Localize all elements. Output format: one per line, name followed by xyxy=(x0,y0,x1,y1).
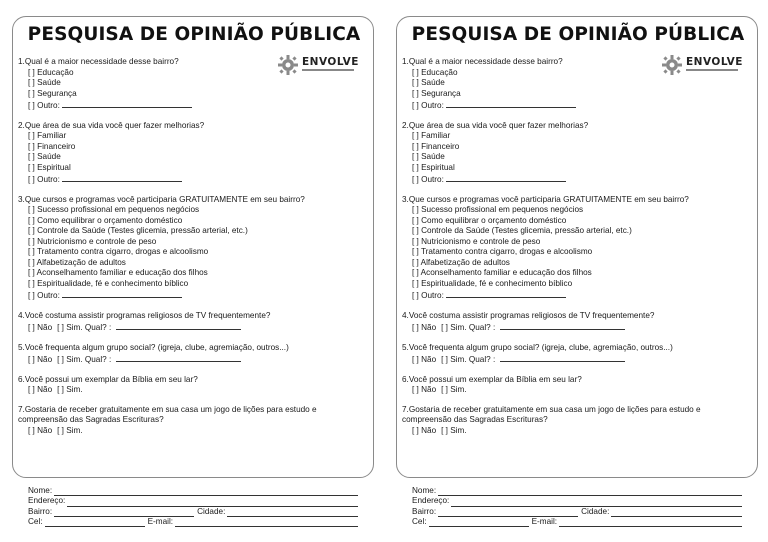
question-text: 7.Gostaria de receber gratuitamente em sua casa um jogo de lições para estudo e compreensão das Sagradas Escrituras? xyxy=(402,404,701,424)
option-other[interactable] xyxy=(18,173,358,186)
answer-row xyxy=(402,385,742,396)
option-checkbox[interactable]: [ ] Segurança xyxy=(412,88,461,98)
option-checkbox[interactable]: [ ] Nutricionismo e controle de peso xyxy=(412,236,541,246)
question-text: 3.Que cursos e programas você participaria GRATUITAMENTE em seu bairro? xyxy=(18,194,305,204)
option-checkbox[interactable]: [ ] Espiritualidade, fé e conhecimento bíblico xyxy=(28,278,189,288)
logo-text: ENVOLVE xyxy=(686,56,743,68)
survey-questions xyxy=(402,57,742,436)
option-checkbox[interactable]: [ ] Aconselhamento familiar e educação dos filhos xyxy=(412,268,592,277)
fill-in-line[interactable] xyxy=(54,487,358,496)
district-line[interactable] xyxy=(438,508,578,517)
option-no[interactable]: [ ] Não xyxy=(28,385,53,394)
name-label: Nome: xyxy=(412,486,437,495)
option-checkbox[interactable]: [ ] Sucesso profissional em pequenos negócios xyxy=(28,205,200,214)
city-label: Cidade: xyxy=(197,506,226,516)
option-other-label: [ ] Outro: xyxy=(412,101,444,110)
survey-sheet-left xyxy=(8,0,380,542)
fill-in-line[interactable] xyxy=(116,321,241,330)
option-other[interactable] xyxy=(402,289,742,302)
option-other[interactable] xyxy=(402,99,742,112)
address-field[interactable] xyxy=(412,496,742,506)
question-4 xyxy=(402,311,742,334)
survey-title: PESQUISA DE OPINIÃO PÚBLICA xyxy=(27,24,361,45)
answer-row xyxy=(18,385,358,396)
fill-in-line[interactable] xyxy=(62,99,192,108)
question-6 xyxy=(402,375,742,396)
answer-row xyxy=(402,321,742,334)
survey-questions xyxy=(18,57,358,436)
fill-in-line[interactable] xyxy=(446,173,566,182)
fill-in-line[interactable] xyxy=(500,321,625,330)
address-label: Endereço: xyxy=(412,496,450,506)
option-other-label: [ ] Outro: xyxy=(412,291,444,300)
cell-label: Cel: xyxy=(412,516,427,526)
fill-in-line[interactable] xyxy=(451,498,742,507)
district-label: Bairro: xyxy=(412,506,437,516)
question-6 xyxy=(18,375,358,396)
cell-line[interactable] xyxy=(45,518,145,527)
question-5 xyxy=(18,343,358,366)
option-checkbox[interactable]: [ ] Saúde xyxy=(28,152,61,161)
city-line[interactable] xyxy=(227,508,358,517)
option-yes[interactable]: [ ] Sim. xyxy=(441,425,467,435)
option-checkbox[interactable]: [ ] Educação xyxy=(412,67,458,77)
question-2 xyxy=(402,121,742,186)
question-7 xyxy=(402,405,742,437)
question-text: 1.Qual é a maior necessidade desse bairro? xyxy=(402,57,563,66)
option-checkbox[interactable]: [ ] Segurança xyxy=(28,88,77,98)
question-3 xyxy=(18,195,358,302)
option-yes[interactable]: [ ] Sim. Qual? : xyxy=(441,355,496,364)
option-no[interactable]: [ ] Não xyxy=(28,425,53,435)
question-7 xyxy=(18,405,358,437)
fill-in-line[interactable] xyxy=(62,289,182,298)
question-text: 2.Que área de sua vida você quer fazer melhorias? xyxy=(402,120,589,130)
option-no[interactable]: [ ] Não xyxy=(412,425,437,435)
option-no[interactable]: [ ] Não xyxy=(28,355,53,364)
option-checkbox[interactable]: [ ] Familiar xyxy=(412,131,451,140)
option-checkbox[interactable]: [ ] Espiritualidade, fé e conhecimento bíblico xyxy=(412,278,573,288)
option-checkbox[interactable]: [ ] Controle da Saúde (Testes glicemia, pressão arterial, etc.) xyxy=(412,226,632,235)
cell-line[interactable] xyxy=(429,518,529,527)
district-city-row xyxy=(412,507,742,517)
answer-row xyxy=(18,426,358,437)
fill-in-line[interactable] xyxy=(446,289,566,298)
fill-in-line[interactable] xyxy=(116,353,241,362)
answer-row xyxy=(402,426,742,437)
question-text: 7.Gostaria de receber gratuitamente em sua casa um jogo de lições para estudo e compreensão das Sagradas Escrituras? xyxy=(18,404,317,424)
name-field[interactable] xyxy=(28,486,358,496)
question-text: 2.Que área de sua vida você quer fazer melhorias? xyxy=(18,120,205,130)
option-checkbox[interactable]: [ ] Nutricionismo e controle de peso xyxy=(28,236,157,246)
option-checkbox[interactable]: [ ] Tratamento contra cigarro, drogas e alcoolismo xyxy=(28,247,209,256)
question-text: 6.Você possui um exemplar da Bíblia em seu lar? xyxy=(18,374,198,384)
answer-row xyxy=(18,353,358,366)
question-text: 4.Você costuma assistir programas religiosos de TV frequentemente? xyxy=(402,310,655,320)
email-label: E-mail: xyxy=(531,516,558,526)
option-other[interactable] xyxy=(18,289,358,302)
cell-email-row xyxy=(412,517,742,527)
question-text: 3.Que cursos e programas você participaria GRATUITAMENTE em seu bairro? xyxy=(402,194,689,204)
address-field[interactable] xyxy=(28,496,358,506)
option-yes[interactable]: [ ] Sim. xyxy=(441,385,467,394)
option-other-label: [ ] Outro: xyxy=(28,291,60,300)
logo-text: ENVOLVE xyxy=(302,56,359,68)
email-line[interactable] xyxy=(559,518,742,527)
address-label: Endereço: xyxy=(28,496,66,506)
fill-in-line[interactable] xyxy=(500,353,625,362)
question-text: 5.Você frequenta algum grupo social? (igreja, clube, agremiação, outros...) xyxy=(18,342,289,352)
contact-fields xyxy=(412,486,742,527)
city-line[interactable] xyxy=(611,508,742,517)
fill-in-line[interactable] xyxy=(67,498,358,507)
district-city-row xyxy=(28,507,358,517)
city-label: Cidade: xyxy=(581,506,610,516)
option-checkbox[interactable]: [ ] Saúde xyxy=(28,78,61,87)
option-yes[interactable]: [ ] Sim. xyxy=(57,425,83,435)
option-no[interactable]: [ ] Não xyxy=(412,323,437,332)
option-yes[interactable]: [ ] Sim. Qual? : xyxy=(57,355,112,364)
name-field[interactable] xyxy=(412,486,742,496)
option-other-label: [ ] Outro: xyxy=(28,101,60,110)
question-5 xyxy=(402,343,742,366)
option-other[interactable] xyxy=(18,99,358,112)
survey-title: PESQUISA DE OPINIÃO PÚBLICA xyxy=(411,24,745,45)
question-1 xyxy=(402,57,742,112)
question-2 xyxy=(18,121,358,186)
answer-row xyxy=(402,353,742,366)
option-other-label: [ ] Outro: xyxy=(28,175,60,184)
cell-email-row xyxy=(28,517,358,527)
option-no[interactable]: [ ] Não xyxy=(412,385,437,394)
district-line[interactable] xyxy=(54,508,194,517)
question-text: 4.Você costuma assistir programas religiosos de TV frequentemente? xyxy=(18,310,271,320)
option-checkbox[interactable]: [ ] Financeiro xyxy=(28,141,76,151)
option-checkbox[interactable]: [ ] Alfabetização de adultos xyxy=(28,257,126,267)
email-line[interactable] xyxy=(175,518,358,527)
option-checkbox[interactable]: [ ] Saúde xyxy=(412,152,445,161)
option-checkbox[interactable]: [ ] Aconselhamento familiar e educação dos filhos xyxy=(28,268,208,277)
option-other[interactable] xyxy=(402,173,742,186)
question-1 xyxy=(18,57,358,112)
name-label: Nome: xyxy=(28,486,53,495)
option-checkbox[interactable]: [ ] Alfabetização de adultos xyxy=(412,257,510,267)
survey-sheet-right xyxy=(392,0,764,542)
option-no[interactable]: [ ] Não xyxy=(412,355,437,364)
option-checkbox[interactable]: [ ] Familiar xyxy=(28,131,67,140)
fill-in-line[interactable] xyxy=(446,99,576,108)
question-text: 5.Você frequenta algum grupo social? (igreja, clube, agremiação, outros...) xyxy=(402,342,673,352)
email-label: E-mail: xyxy=(147,516,174,526)
district-label: Bairro: xyxy=(28,506,53,516)
answer-row xyxy=(18,321,358,334)
option-no[interactable]: [ ] Não xyxy=(28,323,53,332)
option-checkbox[interactable]: [ ] Financeiro xyxy=(412,141,460,151)
question-4 xyxy=(18,311,358,334)
question-text: 1.Qual é a maior necessidade desse bairro? xyxy=(18,57,179,66)
option-checkbox[interactable]: [ ] Tratamento contra cigarro, drogas e alcoolismo xyxy=(412,247,593,256)
option-yes[interactable]: [ ] Sim. xyxy=(57,385,83,394)
option-checkbox[interactable]: [ ] Espiritual xyxy=(412,162,455,172)
fill-in-line[interactable] xyxy=(438,487,742,496)
cell-label: Cel: xyxy=(28,516,43,526)
option-checkbox[interactable]: [ ] Espiritual xyxy=(28,162,71,172)
option-yes[interactable]: [ ] Sim. Qual? : xyxy=(57,323,112,332)
option-checkbox[interactable]: [ ] Educação xyxy=(28,67,74,77)
option-checkbox[interactable]: [ ] Como equilibrar o orçamento doméstico xyxy=(28,215,183,225)
question-3 xyxy=(402,195,742,302)
option-checkbox[interactable]: [ ] Controle da Saúde (Testes glicemia, pressão arterial, etc.) xyxy=(28,226,248,235)
option-checkbox[interactable]: [ ] Sucesso profissional em pequenos negócios xyxy=(412,205,584,214)
fill-in-line[interactable] xyxy=(62,173,182,182)
option-checkbox[interactable]: [ ] Como equilibrar o orçamento doméstico xyxy=(412,215,567,225)
question-text: 6.Você possui um exemplar da Bíblia em seu lar? xyxy=(402,374,582,384)
contact-fields xyxy=(28,486,358,527)
option-checkbox[interactable]: [ ] Saúde xyxy=(412,78,445,87)
option-yes[interactable]: [ ] Sim. Qual? : xyxy=(441,323,496,332)
option-other-label: [ ] Outro: xyxy=(412,175,444,184)
